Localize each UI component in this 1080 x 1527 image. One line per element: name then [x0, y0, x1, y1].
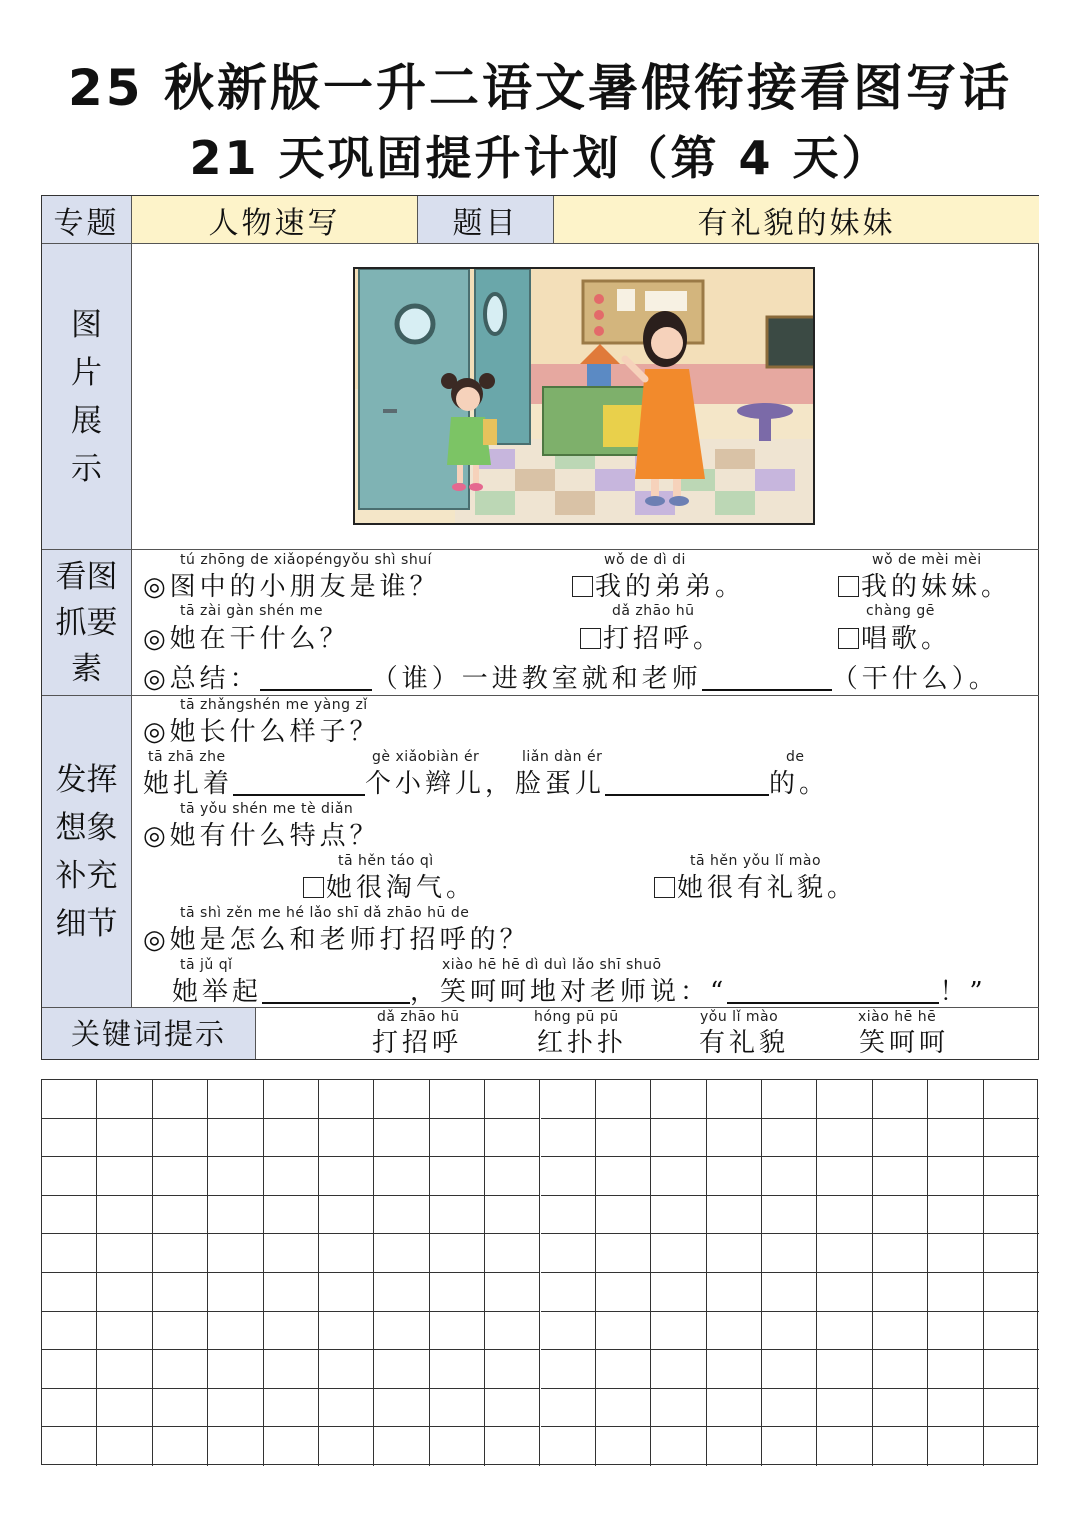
grid-cell[interactable] — [374, 1273, 429, 1312]
opt-sing-pinyin: chàng gē — [866, 603, 935, 619]
grid-cell[interactable] — [374, 1427, 429, 1466]
blank-braids-count[interactable] — [233, 774, 365, 796]
grid-cell[interactable] — [762, 1196, 817, 1235]
grid-cell[interactable] — [97, 1157, 152, 1196]
question-who: ◎图中的小朋友是谁？ — [143, 572, 440, 602]
summary-prefix: ◎总结： — [143, 664, 260, 694]
option-sister-text: 我的妹妹。 — [861, 572, 1012, 602]
grid-cell[interactable] — [596, 1427, 651, 1466]
page-subtitle: 21 天巩固提升计划（第 4 天） — [189, 131, 891, 185]
keyword-3: 有礼貌 — [699, 1028, 790, 1058]
label-line: 补充 — [55, 857, 118, 894]
option-brother-text: 我的弟弟。 — [595, 572, 746, 602]
grid-cell[interactable] — [817, 1234, 872, 1273]
grid-cell[interactable] — [873, 1119, 928, 1158]
grid-cell[interactable] — [208, 1234, 263, 1273]
grid-cell[interactable] — [319, 1119, 374, 1158]
option-sing-text: 唱歌。 — [861, 624, 952, 654]
grid-cell[interactable] — [264, 1427, 319, 1466]
grid-cell[interactable] — [485, 1119, 540, 1158]
grid-cell[interactable] — [319, 1427, 374, 1466]
grid-cell[interactable] — [485, 1157, 540, 1196]
keyword-2-pinyin: hóng pū pū — [534, 1009, 619, 1025]
a1-pinyin-3: liǎn dàn ér — [522, 749, 603, 765]
subject-label: 题目 — [418, 196, 554, 244]
grid-cell[interactable] — [541, 1389, 596, 1428]
page-title: 25 秋新版一升二语文暑假衔接看图写话 — [68, 59, 1012, 117]
checkbox-sister[interactable] — [838, 576, 859, 597]
grid-cell[interactable] — [596, 1350, 651, 1389]
grid-cell[interactable] — [928, 1350, 983, 1389]
grid-cell[interactable] — [984, 1157, 1039, 1196]
grid-cell[interactable] — [651, 1080, 706, 1119]
opt-greet-pinyin: dǎ zhāo hū — [612, 603, 695, 619]
summary-end: （干什么）。 — [831, 664, 999, 694]
subject-value: 有礼貌的妹妹 — [554, 196, 1039, 244]
grid-cell[interactable] — [430, 1389, 485, 1428]
grid-cell[interactable] — [42, 1234, 97, 1273]
checkbox-polite[interactable] — [654, 877, 675, 898]
topic-label: 专题 — [42, 196, 132, 244]
grid-cell[interactable] — [707, 1273, 762, 1312]
grid-cell[interactable] — [817, 1119, 872, 1158]
summary-line — [143, 658, 999, 695]
grid-cell[interactable] — [651, 1119, 706, 1158]
grid-cell[interactable] — [984, 1350, 1039, 1389]
grid-cell[interactable] — [707, 1080, 762, 1119]
imagine-section-label — [42, 696, 132, 1008]
grid-cell[interactable] — [153, 1080, 208, 1119]
grid-cell[interactable] — [984, 1273, 1039, 1312]
grid-cell[interactable] — [153, 1350, 208, 1389]
q1-pinyin: tú zhōng de xiǎopéngyǒu shì shuí — [180, 552, 432, 568]
grid-cell[interactable] — [928, 1080, 983, 1119]
label-line: 看图 — [55, 558, 118, 595]
keyword-3-pinyin: yǒu lǐ mào — [700, 1009, 779, 1025]
a3-pinyin-1: tā jǔ qǐ — [180, 957, 233, 973]
q-greeting-pinyin: tā shì zěn me hé lǎo shī dǎ zhāo hū de — [180, 905, 470, 921]
grid-cell[interactable] — [596, 1273, 651, 1312]
grid-cell[interactable] — [430, 1234, 485, 1273]
grid-cell[interactable] — [374, 1350, 429, 1389]
grid-cell[interactable] — [42, 1119, 97, 1158]
topic-value: 人物速写 — [132, 196, 418, 244]
grid-cell[interactable] — [651, 1273, 706, 1312]
grid-cell[interactable] — [596, 1234, 651, 1273]
answer-appearance — [143, 763, 829, 800]
option-naughty[interactable] — [303, 867, 476, 904]
grid-cell[interactable] — [485, 1273, 540, 1312]
grid-cell[interactable] — [374, 1157, 429, 1196]
grid-cell[interactable] — [707, 1427, 762, 1466]
label-char: 片 — [71, 354, 102, 391]
checkbox-naughty[interactable] — [303, 877, 324, 898]
grid-cell[interactable] — [651, 1196, 706, 1235]
picture-section-label — [42, 244, 132, 550]
grid-cell[interactable] — [97, 1273, 152, 1312]
grid-cell[interactable] — [485, 1196, 540, 1235]
grid-cell[interactable] — [42, 1196, 97, 1235]
grid-cell[interactable] — [208, 1273, 263, 1312]
grid-cell[interactable] — [707, 1157, 762, 1196]
grid-cell[interactable] — [264, 1350, 319, 1389]
grid-cell[interactable] — [541, 1196, 596, 1235]
grid-cell[interactable] — [264, 1273, 319, 1312]
opt-naughty-pinyin: tā hěn táo qì — [338, 853, 434, 869]
summary-blank-doing[interactable] — [702, 669, 832, 691]
grid-cell[interactable] — [928, 1157, 983, 1196]
grid-cell[interactable] — [651, 1389, 706, 1428]
label-line: 细节 — [55, 905, 118, 942]
keyword-2: 红扑扑 — [537, 1028, 628, 1058]
grid-cell[interactable] — [984, 1119, 1039, 1158]
grid-cell[interactable] — [153, 1196, 208, 1235]
grid-cell[interactable] — [817, 1427, 872, 1466]
grid-cell[interactable] — [264, 1312, 319, 1351]
grid-cell[interactable] — [541, 1119, 596, 1158]
grid-cell[interactable] — [430, 1080, 485, 1119]
grid-cell[interactable] — [97, 1312, 152, 1351]
grid-cell[interactable] — [762, 1389, 817, 1428]
grid-cell[interactable] — [208, 1427, 263, 1466]
grid-cell[interactable] — [596, 1157, 651, 1196]
checkbox-brother[interactable] — [572, 576, 593, 597]
grid-cell[interactable] — [42, 1389, 97, 1428]
grid-cell[interactable] — [541, 1157, 596, 1196]
grid-cell[interactable] — [984, 1234, 1039, 1273]
label-line: 素 — [71, 650, 102, 687]
grid-cell[interactable] — [707, 1312, 762, 1351]
grid-cell[interactable] — [42, 1427, 97, 1466]
grid-cell[interactable] — [596, 1080, 651, 1119]
grid-cell[interactable] — [264, 1157, 319, 1196]
grid-cell[interactable] — [319, 1080, 374, 1119]
grid-cell[interactable] — [817, 1273, 872, 1312]
grid-cell[interactable] — [762, 1427, 817, 1466]
q2-pinyin: tā zài gàn shén me — [180, 603, 323, 619]
grid-cell[interactable] — [541, 1080, 596, 1119]
grid-cell[interactable] — [42, 1312, 97, 1351]
option-naughty-text: 她很淘气。 — [326, 873, 477, 903]
grid-cell[interactable] — [873, 1350, 928, 1389]
option-polite[interactable] — [654, 867, 857, 904]
question-doing: ◎她在干什么？ — [143, 624, 350, 654]
grid-cell[interactable] — [596, 1312, 651, 1351]
grid-cell[interactable] — [264, 1389, 319, 1428]
grid-cell[interactable] — [485, 1350, 540, 1389]
grid-cell[interactable] — [928, 1312, 983, 1351]
grid-cell[interactable] — [596, 1119, 651, 1158]
question-appearance: ◎她长什么样子？ — [143, 717, 380, 747]
grid-cell[interactable] — [264, 1196, 319, 1235]
blank-cheeks[interactable] — [605, 774, 769, 796]
label-char: 展 — [71, 402, 102, 439]
grid-cell[interactable] — [319, 1350, 374, 1389]
a3-part-3: ！” — [939, 977, 987, 1007]
grid-cell[interactable] — [208, 1196, 263, 1235]
grid-cell[interactable] — [873, 1273, 928, 1312]
grid-cell[interactable] — [485, 1080, 540, 1119]
grid-cell[interactable] — [817, 1196, 872, 1235]
keyword-1-pinyin: dǎ zhāo hū — [377, 1009, 460, 1025]
grid-cell[interactable] — [430, 1312, 485, 1351]
grid-cell[interactable] — [541, 1234, 596, 1273]
grid-cell[interactable] — [42, 1350, 97, 1389]
grid-cell[interactable] — [707, 1196, 762, 1235]
a1-pinyin-4: de — [786, 749, 805, 765]
grid-cell[interactable] — [153, 1234, 208, 1273]
observe-section-label — [42, 550, 132, 696]
label-line: 想象 — [55, 809, 118, 846]
grid-cell[interactable] — [42, 1080, 97, 1119]
grid-cell[interactable] — [873, 1234, 928, 1273]
grid-cell[interactable] — [208, 1157, 263, 1196]
grid-cell[interactable] — [873, 1312, 928, 1351]
grid-cell[interactable] — [928, 1273, 983, 1312]
grid-cell[interactable] — [817, 1080, 872, 1119]
grid-cell[interactable] — [153, 1119, 208, 1158]
grid-cell[interactable] — [97, 1080, 152, 1119]
grid-cell[interactable] — [153, 1157, 208, 1196]
grid-cell[interactable] — [541, 1427, 596, 1466]
grid-cell[interactable] — [928, 1234, 983, 1273]
grid-cell[interactable] — [319, 1312, 374, 1351]
grid-cell[interactable] — [319, 1196, 374, 1235]
classroom-illustration — [355, 269, 815, 525]
label-char: 示 — [71, 450, 102, 487]
grid-cell[interactable] — [817, 1389, 872, 1428]
grid-cell[interactable] — [319, 1234, 374, 1273]
grid-cell[interactable] — [762, 1157, 817, 1196]
grid-cell[interactable] — [208, 1389, 263, 1428]
keywords-label: 关键词提示 — [42, 1008, 256, 1059]
grid-cell[interactable] — [430, 1196, 485, 1235]
grid-cell[interactable] — [374, 1196, 429, 1235]
label-line: 发挥 — [55, 761, 118, 798]
grid-cell[interactable] — [651, 1234, 706, 1273]
grid-cell[interactable] — [97, 1119, 152, 1158]
grid-cell[interactable] — [97, 1389, 152, 1428]
question-greeting: ◎她是怎么和老师打招呼的？ — [143, 925, 530, 955]
grid-cell[interactable] — [873, 1080, 928, 1119]
grid-cell[interactable] — [707, 1119, 762, 1158]
grid-cell[interactable] — [430, 1273, 485, 1312]
grid-cell[interactable] — [873, 1427, 928, 1466]
grid-cell[interactable] — [42, 1273, 97, 1312]
grid-cell[interactable] — [430, 1119, 485, 1158]
grid-cell[interactable] — [485, 1389, 540, 1428]
grid-cell[interactable] — [319, 1157, 374, 1196]
a1-part-2: 个小辫儿，脸蛋儿 — [365, 769, 606, 799]
grid-cell[interactable] — [208, 1080, 263, 1119]
grid-cell[interactable] — [541, 1312, 596, 1351]
grid-cell[interactable] — [485, 1234, 540, 1273]
grid-cell[interactable] — [762, 1273, 817, 1312]
option-greet[interactable] — [580, 618, 723, 655]
question-trait: ◎她有什么特点？ — [143, 821, 380, 851]
grid-cell[interactable] — [762, 1234, 817, 1273]
grid-cell[interactable] — [984, 1389, 1039, 1428]
grid-cell[interactable] — [984, 1080, 1039, 1119]
grid-cell[interactable] — [208, 1119, 263, 1158]
opt-polite-pinyin: tā hěn yǒu lǐ mào — [690, 853, 822, 869]
keyword-1: 打招呼 — [372, 1028, 463, 1058]
a3-pinyin-2: xiào hē hē dì duì lǎo shī shuō — [442, 957, 662, 973]
grid-cell[interactable] — [264, 1080, 319, 1119]
grid-cell[interactable] — [707, 1350, 762, 1389]
a1-pinyin-2: gè xiǎobiàn ér — [372, 749, 480, 765]
grid-cell[interactable] — [153, 1427, 208, 1466]
label-line: 抓要 — [55, 604, 118, 641]
grid-cell[interactable] — [651, 1312, 706, 1351]
a1-pinyin-1: tā zhā zhe — [148, 749, 226, 765]
option-sing[interactable] — [838, 618, 951, 655]
grid-cell[interactable] — [319, 1273, 374, 1312]
grid-cell[interactable] — [651, 1350, 706, 1389]
blank-raise[interactable] — [262, 982, 410, 1004]
opt-sister-pinyin: wǒ de mèi mèi — [872, 552, 982, 568]
a1-part-1: 她扎着 — [143, 769, 234, 799]
grid-cell[interactable] — [97, 1234, 152, 1273]
grid-cell[interactable] — [817, 1157, 872, 1196]
grid-cell[interactable] — [374, 1080, 429, 1119]
grid-cell[interactable] — [208, 1350, 263, 1389]
grid-cell[interactable] — [817, 1350, 872, 1389]
a3-part-1: 她举起 — [172, 977, 263, 1007]
a3-part-2: ，笑呵呵地对老师说：“ — [410, 977, 728, 1007]
grid-cell[interactable] — [374, 1234, 429, 1273]
keyword-4: 笑呵呵 — [859, 1028, 950, 1058]
grid-cell[interactable] — [264, 1119, 319, 1158]
grid-cell[interactable] — [541, 1350, 596, 1389]
checkbox-greet[interactable] — [580, 628, 601, 649]
grid-cell[interactable] — [208, 1312, 263, 1351]
option-polite-text: 她很有礼貌。 — [677, 873, 858, 903]
grid-cell[interactable] — [374, 1312, 429, 1351]
summary-mid: （谁）一进教室就和老师 — [371, 664, 702, 694]
q-appearance-pinyin: tā zhǎngshén me yàng zǐ — [180, 697, 368, 713]
grid-cell[interactable] — [762, 1119, 817, 1158]
grid-cell[interactable] — [319, 1389, 374, 1428]
option-brother[interactable] — [572, 566, 745, 603]
grid-cell[interactable] — [928, 1389, 983, 1428]
scene-illustration — [353, 267, 815, 525]
grid-cell[interactable] — [651, 1427, 706, 1466]
grid-cell[interactable] — [873, 1196, 928, 1235]
grid-cell[interactable] — [374, 1389, 429, 1428]
grid-cell[interactable] — [707, 1389, 762, 1428]
grid-cell[interactable] — [984, 1196, 1039, 1235]
grid-cell[interactable] — [153, 1389, 208, 1428]
grid-cell[interactable] — [97, 1196, 152, 1235]
grid-cell[interactable] — [873, 1157, 928, 1196]
grid-cell[interactable] — [374, 1119, 429, 1158]
grid-cell[interactable] — [762, 1312, 817, 1351]
grid-cell[interactable] — [873, 1389, 928, 1428]
grid-cell[interactable] — [97, 1350, 152, 1389]
blank-speech[interactable] — [727, 982, 939, 1004]
grid-cell[interactable] — [928, 1119, 983, 1158]
grid-cell[interactable] — [984, 1427, 1039, 1466]
grid-cell[interactable] — [485, 1427, 540, 1466]
grid-cell[interactable] — [430, 1350, 485, 1389]
grid-cell[interactable] — [153, 1312, 208, 1351]
grid-cell[interactable] — [430, 1427, 485, 1466]
grid-cell[interactable] — [984, 1312, 1039, 1351]
keyword-4-pinyin: xiào hē hē — [858, 1009, 937, 1025]
grid-cell[interactable] — [541, 1273, 596, 1312]
writing-grid[interactable] — [41, 1079, 1038, 1465]
grid-cell[interactable] — [928, 1196, 983, 1235]
grid-cell[interactable] — [42, 1157, 97, 1196]
grid-cell[interactable] — [264, 1234, 319, 1273]
label-char: 图 — [71, 306, 102, 343]
grid-cell[interactable] — [651, 1157, 706, 1196]
opt-brother-pinyin: wǒ de dì di — [604, 552, 686, 568]
grid-cell[interactable] — [153, 1273, 208, 1312]
checkbox-sing[interactable] — [838, 628, 859, 649]
grid-cell[interactable] — [485, 1312, 540, 1351]
answer-greeting — [172, 971, 987, 1008]
summary-blank-who[interactable] — [260, 669, 372, 691]
grid-cell[interactable] — [596, 1196, 651, 1235]
grid-cell[interactable] — [817, 1312, 872, 1351]
grid-cell[interactable] — [97, 1427, 152, 1466]
grid-cell[interactable] — [762, 1350, 817, 1389]
grid-cell[interactable] — [707, 1234, 762, 1273]
option-sister[interactable] — [838, 566, 1011, 603]
q-trait-pinyin: tā yǒu shén me tè diǎn — [180, 801, 354, 817]
grid-cell[interactable] — [762, 1080, 817, 1119]
grid-cell[interactable] — [928, 1427, 983, 1466]
grid-cell[interactable] — [596, 1389, 651, 1428]
grid-cell[interactable] — [430, 1157, 485, 1196]
a1-part-3: 的。 — [769, 769, 830, 799]
option-greet-text: 打招呼。 — [603, 624, 724, 654]
